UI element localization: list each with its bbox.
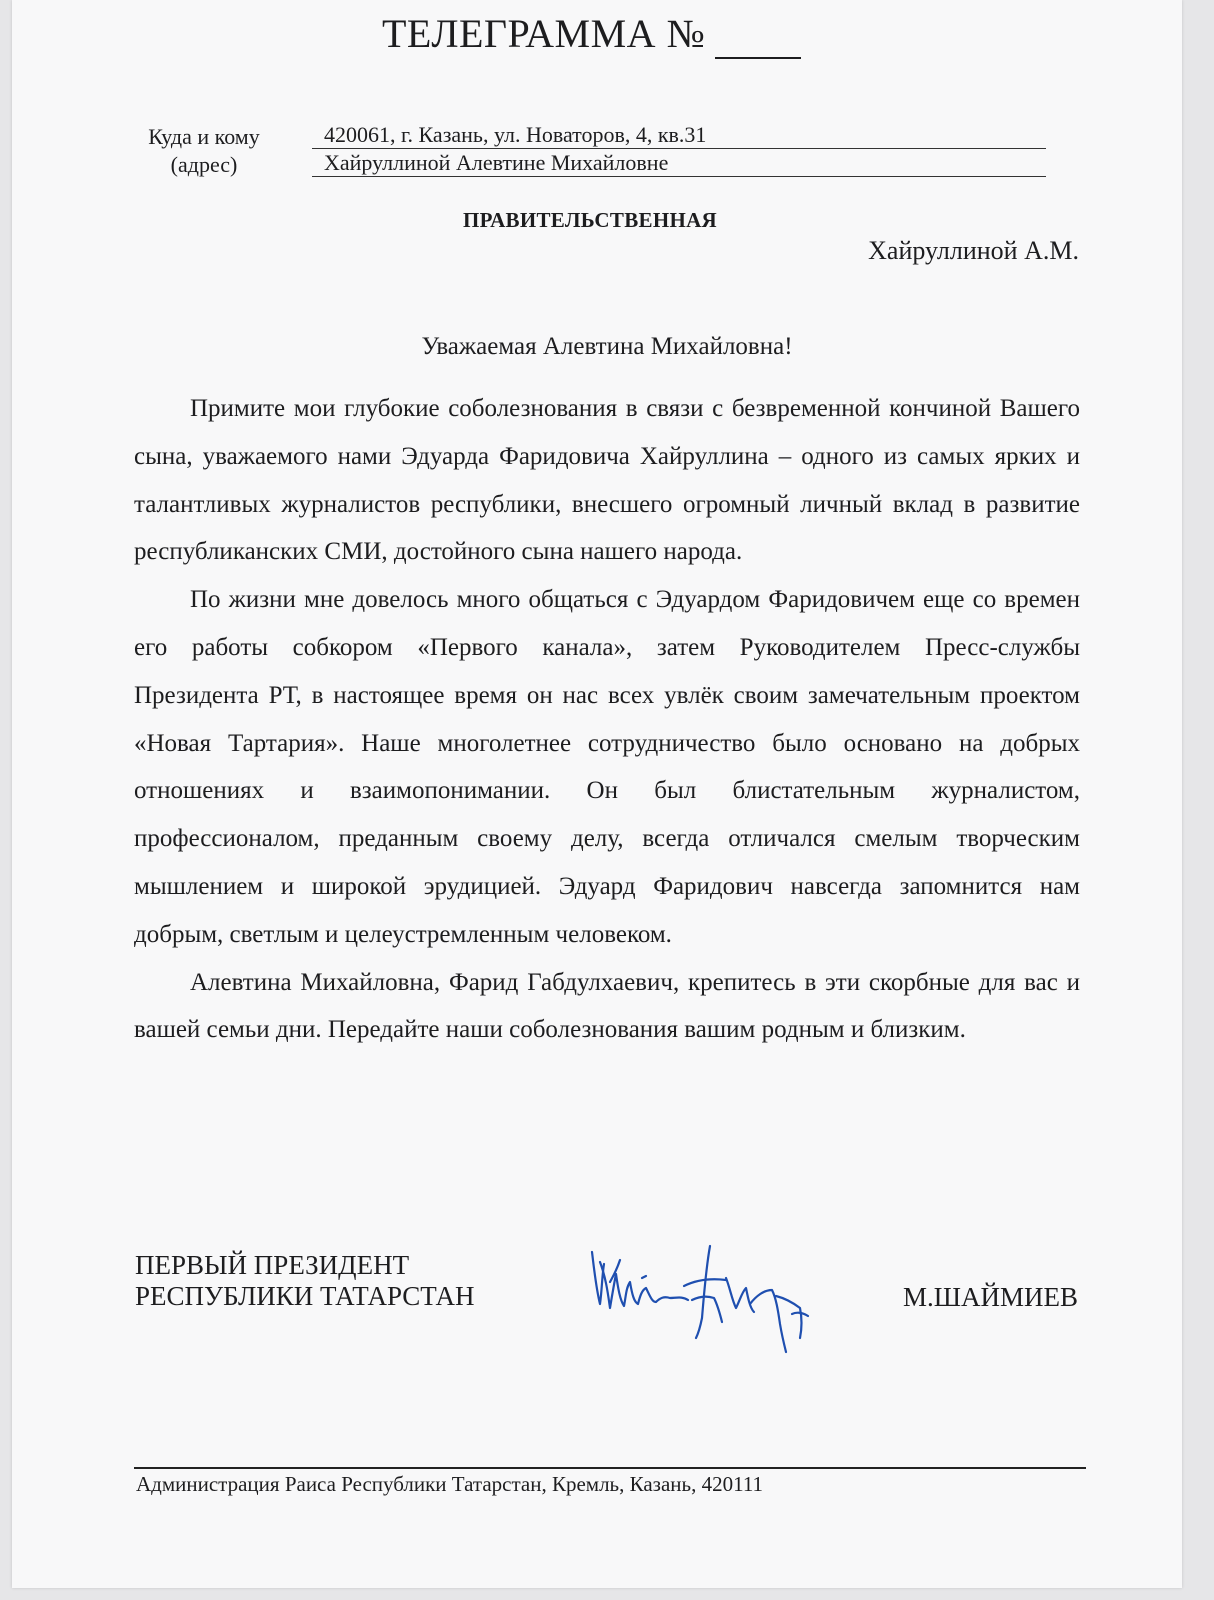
letter-body — [134, 385, 1080, 1054]
salutation: Уважаемая Алевтина Михайловна! — [421, 333, 793, 360]
recipient-name: Хайруллиной А.М. — [868, 236, 1079, 265]
body-paragraph-2: По жизни мне довелось много общаться с Эдуардом Фаридовичем еще со времен его работы собкором «Первого канала», затем Руководителем Пресс-службы Президента РТ, в настоящее время он нас всех увлёк своим замечательным проектом «Новая Тартария». Наше многолетнее сотрудничество было основано на добрых отношениях и взаимопонимании. Он был блистательным журналистом, профессионалом, преданным своему делу, всегда отличался смелым творческим мышлением и широкой эрудицией. Эдуард Фаридович навсегда запомнится нам добрым, светлым и целеустремленным человеком. — [134, 586, 1080, 948]
signer-title-line2: РЕСПУБЛИКИ ТАТАРСТАН — [135, 1281, 475, 1311]
address-line-1: 420061, г. Казань, ул. Новаторов, 4, кв.31 — [312, 122, 1046, 149]
title-text: ТЕЛЕГРАММА № — [382, 11, 706, 56]
footer-address: Администрация Раиса Республики Татарстан, Кремль, Казань, 420111 — [136, 1472, 764, 1496]
telegram-number-blank — [715, 10, 801, 59]
government-stamp-label: ПРАВИТЕЛЬСТВЕННАЯ — [463, 208, 718, 232]
body-paragraph-3: Алевтина Михайловна, Фарид Габдулхаевич, крепитесь в эти скорбные для вас и вашей семьи дни. Передайте наши соболезнования вашим родным и близким. — [134, 968, 1080, 1044]
address-line-2: Хайруллиной Алевтине Михайловне — [312, 150, 1046, 177]
signer-title — [135, 1250, 474, 1312]
address-label-line2: (адрес) — [170, 152, 238, 177]
signer-title-line1: ПЕРВЫЙ ПРЕЗИДЕНТ — [135, 1250, 410, 1280]
document-title — [382, 10, 801, 59]
address-label-line1: Куда и кому — [148, 124, 260, 149]
body-paragraph-1: Примите мои глубокие соболезнования в связи с безвременной кончиной Вашего сына, уважаемого нами Эдуарда Фаридовича Хайруллина – одного из самых ярких и талантливых журналистов республики, внесшего огромный личный вклад в развитие республиканских СМИ, достойного сына нашего народа. — [134, 395, 1080, 566]
telegram-page — [12, 0, 1182, 1588]
address-label — [124, 123, 284, 179]
footer-divider — [134, 1467, 1086, 1469]
handwritten-signature — [580, 1238, 815, 1358]
signer-name: М.ШАЙМИЕВ — [903, 1282, 1078, 1312]
